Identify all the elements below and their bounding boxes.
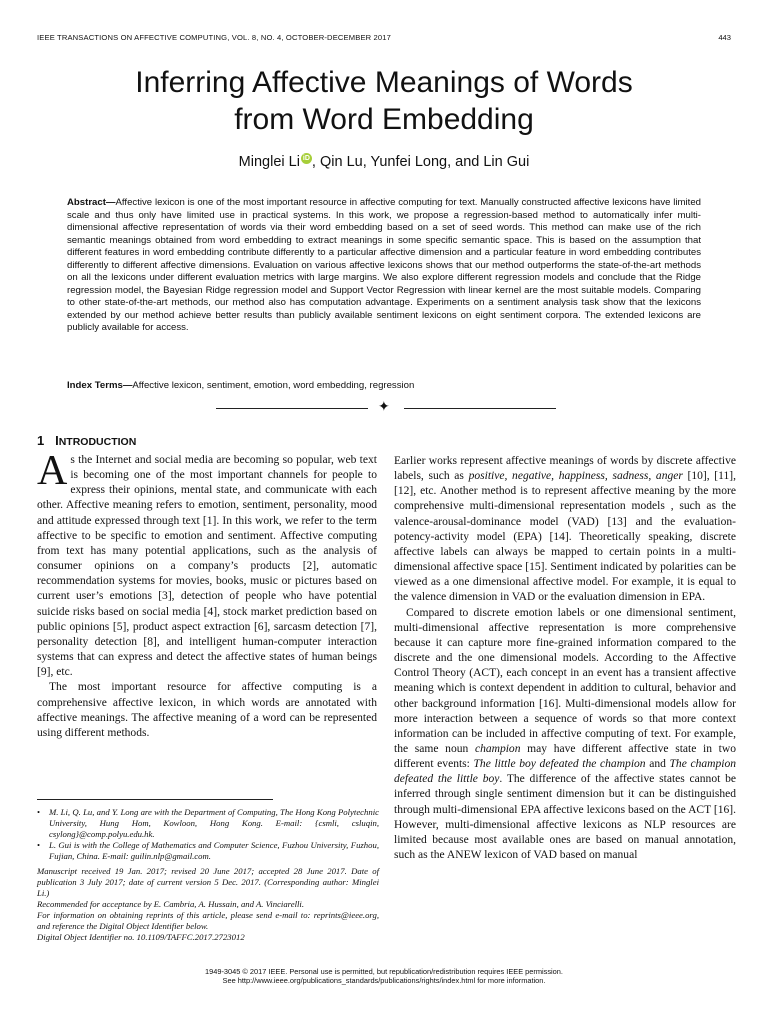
running-head: IEEE TRANSACTIONS ON AFFECTIVE COMPUTING, VOL. 8, NO. 4, OCTOBER-DECEMBER 2017 bbox=[37, 33, 392, 42]
paragraph: Compared to discrete emotion labels or one dimensional sentiment, multi-dimensional affective representation is more comprehensive because it can capture more fine-grained information compared to the discrete and the one dimensional models. According to the Affective Control Theory (ACT), each concept in an event has a transient affective meaning which is context dependent in addition to cultural, behavior and other background information [16]. Multi-dimensional models allow for more interaction between a sequence of words so that more context information can be included in affective computing of text. For example, the same noun champion may have different affective state in two different events: The little boy defeated the champion and The champion defeated the little boy. The difference of the affective states cannot be inferred through single sentiment dimension but it can be distinguished through multi-dimensional EPA affective lexicons based on the ACT [16]. However, multi-dimensional affective lexicons as NLP resources are limited because most available ones are based on manual annotation, such as the ANEW lexicon of VAD based on manual bbox=[394, 606, 737, 862]
abstract-label: Abstract bbox=[67, 197, 106, 208]
bullet-icon: • bbox=[37, 840, 41, 850]
copyright-notice bbox=[40, 967, 728, 985]
page-title bbox=[40, 64, 728, 138]
paragraph: The most important resource for affective computing is a comprehensive affective lexicon, in which words are annotated with affective meanings. The affective meaning of a word can be represented using different methods. bbox=[37, 681, 377, 739]
abstract-text: Affective lexicon is one of the most important resource in affective computing for text. Manually constructed affective lexicons have limited scale and thus only have limited use in practical systems. In this work, we propose a regression-based method to automatically infer multi-dimensional affective representation of words via their word embedding based on a set of seed words. This method can make use of the rich semantic meanings obtained from word embedding to extract meanings in some specific semantic space. This is based on the assumption that different features in word embedding contribute differently to a particular affective dimension and a particular feature in word embedding contributes differently to different affective dimensions. Evaluation on various affective lexicons shows that our method outperforms the state-of-the-art methods on all the lexicons under different evaluation metrics with large margins. We also explore different regression models and conclude that the Ridge regression model, the Bayesian Ridge regression model and Support Vector Regression with linear kernel are the most suitable models. Comparing to other state-of-the-art methods, our method also has computation advantage. Experiments on a sentiment analysis task show that the lexicons extended by our method achieve better results than publicly available sentiment lexicons on eight sentiment corpora. The extended lexicons are publicly available for access. bbox=[67, 197, 701, 333]
footnotes bbox=[37, 807, 379, 943]
abstract: Abstract—Affective lexicon is one of the most important resource in affective computing for text. Manually constructed affective lexicons have limited scale and thus only have limited use in practical systems. In this work, we propose a regression-based method to automatically infer multi-dimensional affective representation of words via their word embedding based on a set of seed words. This method can make use of the rich semantic meanings obtained from word embedding to extract meanings in some specific semantic space. This is based on the assumption that different features in word embedding contribute differently to a particular affective dimension and a particular feature in word embedding contributes differently to different affective dimensions. Evaluation on various affective lexicons shows that our method outperforms the state-of-the-art methods on all the lexicons under different evaluation metrics with large margins. We also explore different regression models and conclude that the Ridge regression model, the Bayesian Ridge regression model and Support Vector Regression with linear kernel are the most suitable models. Comparing to other state-of-the-art methods, our method also has computation advantage. Experiments on a sentiment analysis task show that the lexicons extended by our method achieve better results than publicly available sentiment lexicons on eight sentiment corpora. The extended lexicons are publicly available for access. bbox=[67, 197, 701, 333]
copyright-line-1: 1949-3045 © 2017 IEEE. Personal use is permitted, but republication/redistribution requires IEEE permission. bbox=[205, 967, 563, 976]
emphasis: positive, negative, happiness, sadness, anger bbox=[468, 470, 683, 483]
paragraph: Earlier works represent affective meanings of words by discrete affective labels, such as positive, negative, happiness, sadness, anger [10], [11], [12], etc. Another method is to represent affective meaning by the more comprehensive multi-dimensional representation models , such as the valence-arousal-dominance model (VAD) [13] and the evaluation-potency-activity model (EPA) [14]. Theoretically speaking, discrete affective labels can always be mapped to certain points in a multi-dimensional affective space [15]. Sentiment indicated by polarities can be viewed as a one dimensional affective model. For example, it is equal to the valence dimension in VAD or the evaluation dimension in EPA. bbox=[394, 455, 736, 604]
section-number: 1 bbox=[37, 433, 45, 448]
index-terms-text: Affective lexicon, sentiment, emotion, word embedding, regression bbox=[132, 380, 415, 391]
author-first: Minglei Li bbox=[238, 154, 300, 170]
divider-diamond-icon: ✦ bbox=[378, 400, 390, 415]
copyright-line-2: See http://www.ieee.org/publications_standards/publications/rights/index.html for more information. bbox=[222, 976, 546, 985]
emphasis: The champion defeated the little boy bbox=[394, 758, 737, 786]
bullet-icon: • bbox=[37, 807, 41, 817]
footnote-affiliation: • M. Li, Q. Lu, and Y. Long are with the Department of Computing, The Hong Kong Polytechnic University, Hung Hom, Kowloon, Hong Kong. E-mail: {csmli, csluqin, csylong}@comp.polyu.edu.hk. bbox=[37, 807, 379, 839]
author-rest: , Qin Lu, Yunfei Long, and Lin Gui bbox=[311, 154, 530, 170]
footnote-affiliation: • L. Gui is with the College of Mathematics and Computer Science, Fuzhou University, Fuzhou, Fujian, China. E-mail: guilin.nlp@gmail.com. bbox=[37, 840, 379, 861]
drop-cap: A bbox=[37, 448, 68, 494]
title-line-2: from Word Embedding bbox=[234, 103, 534, 136]
footnote-rule bbox=[37, 799, 273, 800]
divider-line-left bbox=[216, 408, 368, 409]
footnote-manuscript: Manuscript received 19 Jan. 2017; revised 20 June 2017; accepted 28 June 2017. Date of publication 3 July 2017; date of current version 5 Dec. 2017. (Corresponding author: Minglei Li.) bbox=[37, 866, 379, 898]
emphasis: The little boy defeated the champion bbox=[473, 758, 646, 771]
author-list bbox=[40, 153, 728, 170]
divider-line-right bbox=[404, 408, 556, 409]
section-title-cap: I bbox=[55, 433, 59, 448]
footnote-doi: Digital Object Identifier no. 10.1109/TAFFC.2017.2723012 bbox=[37, 932, 245, 942]
paragraph: As the Internet and social media are becoming so popular, web text is becoming one of the most important channels for people to express their opinions, mental state, and communicate with each other. Affective meaning refers to emotion, sentiment, personality, mood and attitude expressed through text [1]. In this work, we refer to the term affective to be specific to emotion and sentiment. Affective computing from text has many potential applications, such as the analysis of consumer opinions on a company’s products [2], automatic recommendation systems for movies, books, music or pictures based on current user’s emotions [3], detection of people who have potential suicide risks based on social media [4], stock market prediction based on public opinions [5], product aspect extraction [6], sarcasm detection [7], personality detection [8], and intelligent human-computer interaction systems that can express and detect the affective states of human beings [9], etc. bbox=[37, 448, 377, 679]
page-number: 443 bbox=[718, 33, 731, 42]
section-title-rest: NTRODUCTION bbox=[58, 436, 137, 448]
footnote-reprints: For information on obtaining reprints of this article, please send e-mail to: reprints@ieee.org, and reference the Digital Object Identifier below. bbox=[37, 910, 379, 931]
index-terms-label: Index Terms bbox=[67, 380, 123, 391]
title-line-1: Inferring Affective Meanings of Words bbox=[135, 66, 633, 99]
section-heading bbox=[37, 433, 136, 448]
footnote-recommended: Recommended for acceptance by E. Cambria, A. Hussain, and A. Vinciarelli. bbox=[37, 899, 305, 909]
left-column bbox=[37, 448, 377, 741]
orcid-icon[interactable]: iD bbox=[302, 155, 310, 162]
index-terms: Index Terms—Affective lexicon, sentiment, emotion, word embedding, regression bbox=[67, 380, 415, 391]
emphasis: champion bbox=[474, 742, 521, 755]
right-column bbox=[394, 454, 736, 863]
